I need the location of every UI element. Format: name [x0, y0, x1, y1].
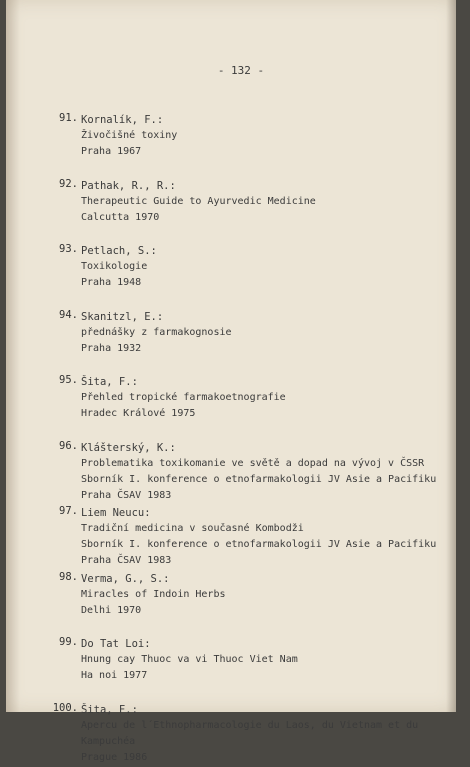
page-number: - 132 -	[16, 64, 466, 77]
entry-author: Klášterský, K.:	[81, 440, 446, 456]
entry-publication: Prague 1986	[81, 750, 446, 766]
entry-number: 96.	[52, 440, 78, 452]
entry-publication: Praha ČSAV 1983	[81, 488, 446, 504]
entry-number: 92.	[52, 178, 78, 190]
entry-number: 100.	[52, 702, 78, 714]
entry-publication: Praha 1948	[81, 275, 446, 291]
entry-number: 93.	[52, 243, 78, 255]
entry-author: Liem Neucu:	[81, 505, 446, 521]
entry-publication: Ha noi 1977	[81, 668, 446, 684]
entry-source: Sborník I. konference o etnofarmakologii JV Asie a Pacifiku	[81, 472, 446, 488]
entry-author: Verma, G., S.:	[81, 571, 446, 587]
entry-author: Šita, F.:	[81, 374, 446, 390]
entry-title: přednášky z farmakognosie	[81, 325, 446, 341]
bibliography-entry	[6, 178, 456, 244]
bibliography-entry	[6, 243, 456, 309]
entry-title: Přehled tropické farmakoetnografie	[81, 390, 446, 406]
entry-title-continued: Kampuchéa	[81, 734, 446, 750]
bibliography-entry	[6, 440, 456, 506]
entry-title: Therapeutic Guide to Ayurvedic Medicine	[81, 194, 446, 210]
entry-number: 97.	[52, 505, 78, 517]
entry-author: Skanitzl, E.:	[81, 309, 446, 325]
entry-author: Petlach, S.:	[81, 243, 446, 259]
entry-author: Pathak, R., R.:	[81, 178, 446, 194]
bibliography-entry	[6, 571, 456, 637]
entry-title: Apercu de l´Ethnopharmacologie du Laos, du Vietnam et du	[81, 718, 446, 734]
entry-publication: Delhi 1970	[81, 603, 446, 619]
entry-publication: Praha 1932	[81, 341, 446, 357]
entry-title: Živočišné toxiny	[81, 128, 446, 144]
entry-title: Miracles of Indoin Herbs	[81, 587, 446, 603]
entry-publication: Hradec Králové 1975	[81, 406, 446, 422]
entry-source: Sborník I. konference o etnofarmakologii JV Asie a Pacifiku	[81, 537, 446, 553]
entry-title: Toxikologie	[81, 259, 446, 275]
bibliography-entry	[6, 702, 456, 767]
entry-title: Hnung cay Thuoc va vi Thuoc Viet Nam	[81, 652, 446, 668]
entry-publication: Praha 1967	[81, 144, 446, 160]
bibliography-entry	[6, 112, 456, 178]
bibliography-entry	[6, 505, 456, 571]
entry-author: Šita, F.:	[81, 702, 446, 718]
document-page	[6, 0, 456, 712]
entry-number: 91.	[52, 112, 78, 124]
bibliography-entry	[6, 636, 456, 702]
bibliography-entry	[6, 309, 456, 375]
entry-author: Kornalík, F.:	[81, 112, 446, 128]
entry-title: Tradiční medicina v současné Kombodži	[81, 521, 446, 537]
entry-number: 98.	[52, 571, 78, 583]
entry-number: 95.	[52, 374, 78, 386]
entry-number: 94.	[52, 309, 78, 321]
entry-author: Do Tat Loi:	[81, 636, 446, 652]
entry-publication: Calcutta 1970	[81, 210, 446, 226]
bibliography-entry	[6, 374, 456, 440]
entry-number: 99.	[52, 636, 78, 648]
bibliography-list	[6, 112, 456, 767]
entry-publication: Praha ČSAV 1983	[81, 553, 446, 569]
entry-title: Problematika toxikomanie ve světě a dopad na vývoj v ČSSR	[81, 456, 446, 472]
